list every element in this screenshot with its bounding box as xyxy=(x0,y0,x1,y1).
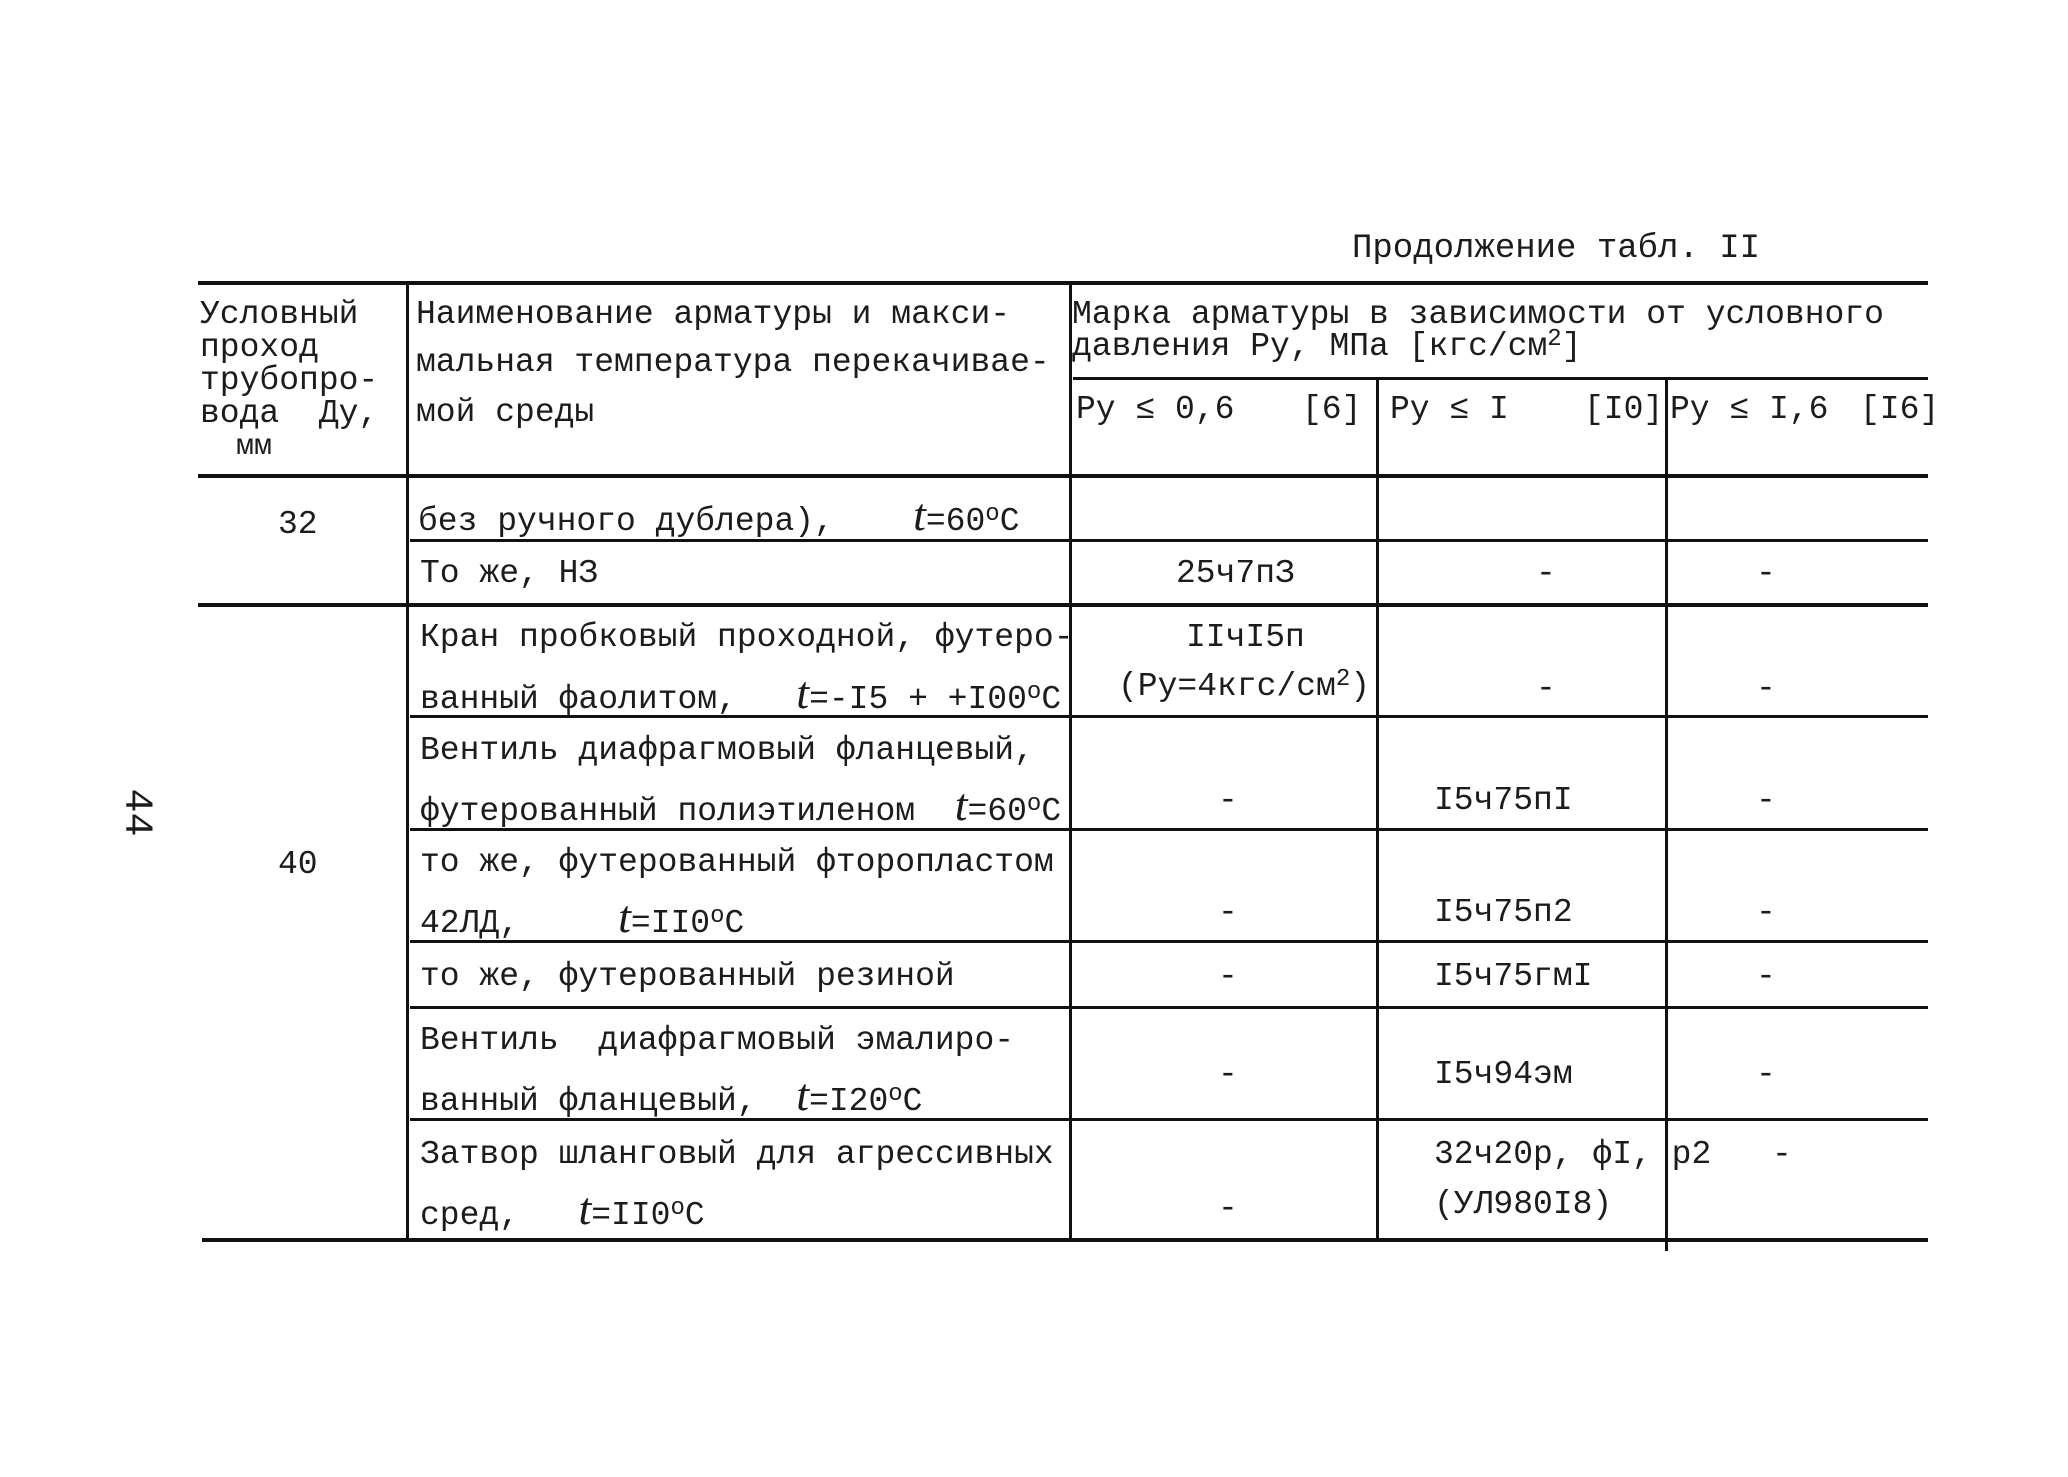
cell-py1: I5ч75пI xyxy=(1434,782,1573,819)
row-name-line: То же, НЗ xyxy=(420,555,599,592)
header-dn-line: трубопро- xyxy=(200,362,379,399)
cell-py16: - xyxy=(1756,782,1776,819)
row-name-line: то же, футерованный фторопластом xyxy=(420,844,1054,881)
subheader-py06-ref: [6] xyxy=(1302,391,1362,428)
subheader-py1: Ру ≤ I xyxy=(1390,391,1509,428)
header-dn-line: вода Ду, xyxy=(200,395,379,432)
table-bottom-rule xyxy=(202,1238,1928,1242)
row-name-line: Затвор шланговый для агрессивных xyxy=(420,1136,1054,1173)
subheader-py06: Ру ≤ 0,6 xyxy=(1076,391,1235,428)
col-divider-3 xyxy=(1376,377,1379,1239)
col-divider-1 xyxy=(406,281,409,1239)
table-top-rule xyxy=(198,281,1928,285)
subheader-rule xyxy=(1073,377,1928,380)
cell-py16: - xyxy=(1772,1136,1792,1173)
page-number: 44 xyxy=(113,788,159,837)
cell-py1-note: (УЛ980I8) xyxy=(1434,1186,1613,1223)
row-rule-2 xyxy=(198,603,1928,607)
cell-py06: IIчI5п xyxy=(1186,619,1305,656)
row-name-line: ванный фланцевый, $t=I20^oC$ xyxy=(420,1069,923,1120)
col-divider-2 xyxy=(1069,281,1072,1239)
header-name-line: Наименование арматуры и макси- xyxy=(416,296,1011,333)
cell-py1: I5ч75п2 xyxy=(1434,894,1573,931)
cell-py06-note: $(Ру=4кгс/см^2)$ xyxy=(1118,666,1371,705)
cell-py16: - xyxy=(1756,555,1776,592)
subheader-py16-ref: [I6] xyxy=(1860,391,1940,428)
cell-py1: - xyxy=(1536,555,1556,592)
dn-value: 32 xyxy=(278,506,318,543)
row-name-line: ванный фаолитом, $t=-I5 + +I00^oC$ xyxy=(420,667,1062,718)
cell-py16: - xyxy=(1756,958,1776,995)
row-name-line: футерованный полиэтиленом $t=60^oC$ xyxy=(420,779,1062,830)
header-name-line: мой среды xyxy=(416,394,595,431)
row-name-line: без ручного дублера), $t=60^oC$ xyxy=(418,489,1020,540)
cell-py1: - xyxy=(1536,670,1556,707)
row-name-line: Кран пробковый проходной, футеро- xyxy=(420,619,1074,656)
header-dn-unit: мм xyxy=(236,430,273,464)
table-caption: Продолжение табл. II xyxy=(1352,230,1761,268)
dn-value: 40 xyxy=(278,846,318,883)
row-name-line: 42ЛД, $t=II0^oC$ xyxy=(420,891,745,942)
header-name-line: мальная температура перекачивае- xyxy=(416,344,1050,381)
cell-py06: - xyxy=(1218,1190,1238,1227)
cell-py06: - xyxy=(1218,894,1238,931)
header-dn-line: проход xyxy=(200,329,319,366)
cell-py06: 25ч7пЗ xyxy=(1176,555,1295,592)
cell-py1: I5ч75гмI xyxy=(1434,958,1593,995)
row-name-line: Вентиль диафрагмовый эмалиро- xyxy=(420,1022,1015,1059)
header-bottom-rule xyxy=(198,474,1928,478)
cell-py16: - xyxy=(1756,894,1776,931)
subheader-py1-ref: [I0] xyxy=(1584,391,1664,428)
header-grade-line: Марка арматуры в зависимости от условного xyxy=(1072,296,1884,333)
col-divider-4 xyxy=(1665,377,1668,1251)
cell-py16: - xyxy=(1756,670,1776,707)
cell-py06: - xyxy=(1218,782,1238,819)
row-rule-6 xyxy=(410,1006,1928,1009)
subheader-py16: Ру ≤ I,6 xyxy=(1670,391,1829,428)
cell-py06: - xyxy=(1218,958,1238,995)
row-name-line: сред, $t=II0^oC$ xyxy=(420,1183,705,1234)
header-dn-line: Условный xyxy=(200,296,359,333)
header-grade-line: давления Ру, МПа $[кгс/см^2]$ xyxy=(1072,326,1582,365)
row-name-line: Вентиль диафрагмовый фланцевый, xyxy=(420,732,1034,769)
cell-py1: I5ч94эм xyxy=(1434,1056,1573,1093)
cell-py16: - xyxy=(1756,1056,1776,1093)
cell-py1: 32ч20р, фI, р2 xyxy=(1434,1136,1712,1173)
cell-py06: - xyxy=(1218,1056,1238,1093)
row-name-line: то же, футерованный резиной xyxy=(420,958,955,995)
